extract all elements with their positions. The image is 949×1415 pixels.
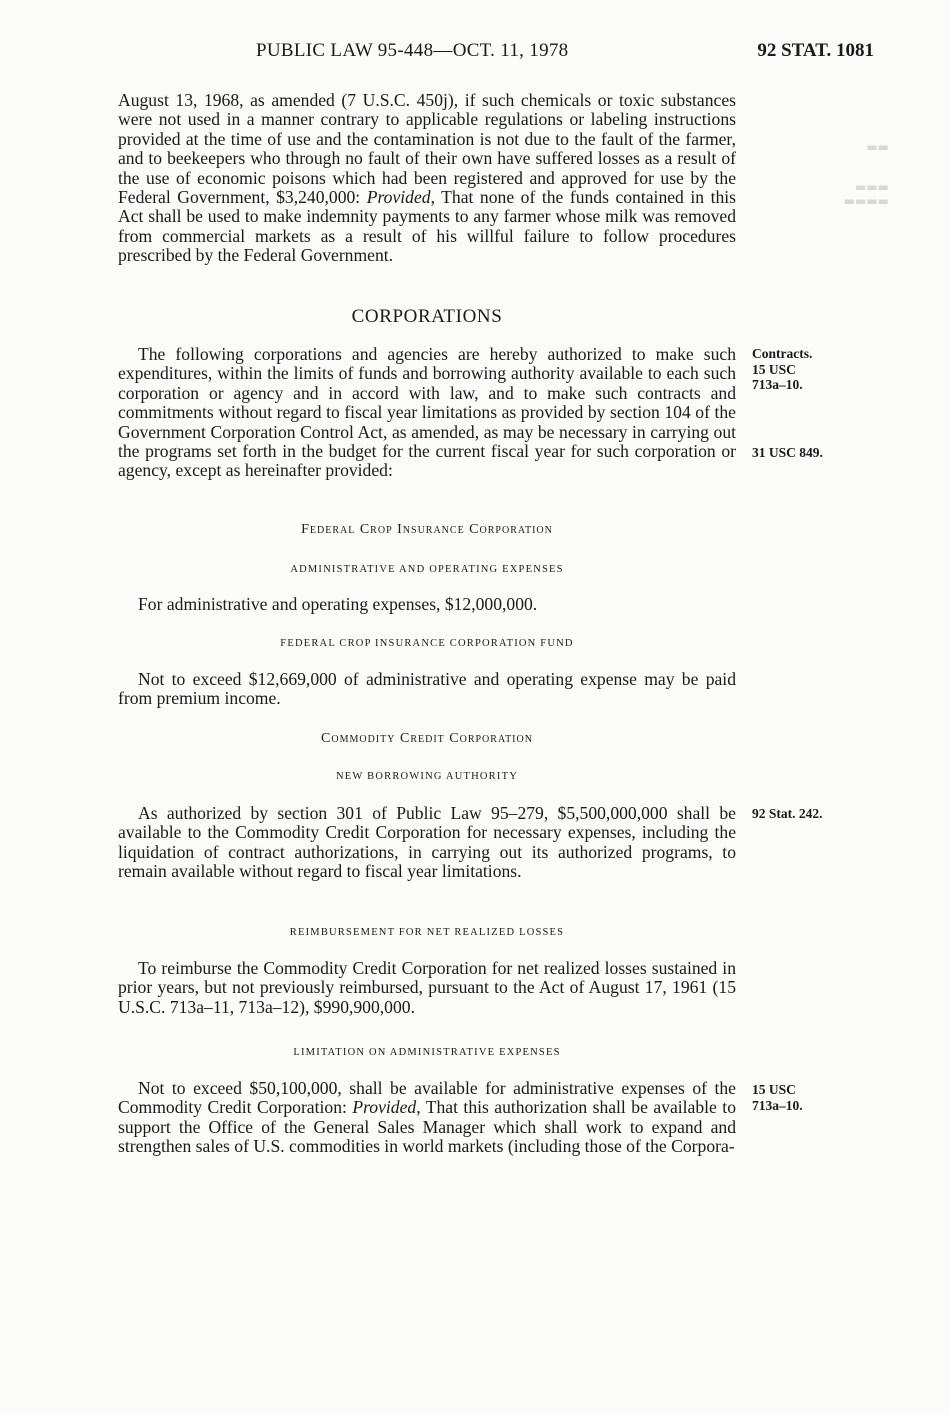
corporations-heading-block <box>118 306 736 328</box>
borrowing-text: As authorized by section 301 of Public Law 95–279, $5,500,000,000 shall be available to the Commodity Credit Corporation for necessary expenses, including the liquidation of contract authorizations, in carrying out its authorized programs, to remain available without regard to fiscal year limitations. <box>118 803 736 882</box>
limitation-text: Not to exceed $50,100,000, shall be available for administrative expenses of the Commodity Credit Corporation: <box>118 1078 736 1118</box>
reimbursement-paragraph <box>118 959 736 1017</box>
limitation-heading: LIMITATION ON ADMINISTRATIVE EXPENSES <box>293 1047 561 1058</box>
bleed-through-mark: ▬▬▬ ▬▬▬▬ <box>843 180 889 208</box>
reimbursement-text: To reimburse the Commodity Credit Corporation for net realized losses sustained in prior years, but not previously reimbursed, pursuant to the Act of August 17, 1961 (15 U.S.C. 713a–11, 713a–12), $990,900,000. <box>118 958 736 1017</box>
margin-note-line: 15 USC <box>752 361 796 377</box>
admin-expenses-heading-block <box>118 564 736 575</box>
corporations-text: The following corporations and agencies are hereby authorized to make such expenditures, within the limits of funds and borrowing authority available to each such corporation or agency and in accord with law, and to make such contracts and commitments without regard to fiscal year limitations as provided by section 104 of the Government Corporation Control Act, as amended, as may be necessary in carrying out the programs set forth in the budget for the current fiscal year for such corporation or agency, except as hereinafter provided: <box>118 344 736 481</box>
ccc-heading-block <box>118 731 736 747</box>
proviso-italic: Provided <box>366 187 431 208</box>
fcic-heading: Federal Crop Insurance Corporation <box>301 522 553 537</box>
limitation-heading-block <box>118 1047 736 1058</box>
opening-text-continued: , That none of the funds contained in this Act shall be used to make indemnity payments to any farmer whose milk was removed from commercial markets as a result of his willful failure to follow procedures prescribed by the Federal Government. <box>118 187 736 266</box>
margin-note-92-stat-242: 92 Stat. 242. <box>752 806 823 821</box>
margin-note-line: Contracts. <box>752 346 813 361</box>
corporations-paragraph <box>118 345 736 481</box>
limitation-text-continued: , That this authorization shall be available to support the Office of the General Sales Manager which shall work to expand and strengthen sales of U.S. commodities in world markets (including those of the Corpora- <box>118 1097 736 1157</box>
statute-page-number: 92 STAT. 1081 <box>757 40 874 61</box>
ccc-heading: Commodity Credit Corporation <box>321 731 533 746</box>
admin-expenses-paragraph <box>118 595 736 614</box>
margin-note-15-usc-713a <box>752 1082 803 1113</box>
fcic-heading-block <box>118 522 736 538</box>
borrowing-paragraph <box>118 804 736 882</box>
margin-note-31-usc-849: 31 USC 849. <box>752 445 823 460</box>
fcic-fund-heading-block <box>118 638 736 649</box>
opening-text: August 13, 1968, as amended (7 U.S.C. 450j), if such chemicals or toxic substances were not used in a manner contrary to applicable regulations or labeling instructions provided at the time of use and the contamination is not due to the fault of the farmer, and to beekeepers who through no fault of their own have suffered losses as a result of the use of economic poisons which had been registered and approved for use by the Federal Government, $3,240,000: <box>118 90 736 208</box>
borrowing-heading: NEW BORROWING AUTHORITY <box>336 771 518 782</box>
bleed-through-mark: ▬▬ <box>866 140 889 154</box>
corporations-heading: CORPORATIONS <box>351 306 503 327</box>
admin-expenses-text: For administrative and operating expenses, $12,000,000. <box>138 594 538 614</box>
public-law-title: PUBLIC LAW 95-448—OCT. 11, 1978 <box>256 40 569 61</box>
borrowing-heading-block <box>118 771 736 782</box>
margin-note-line: 713a–10. <box>752 377 803 392</box>
admin-expenses-heading: ADMINISTRATIVE AND OPERATING EXPENSES <box>290 564 564 575</box>
reimbursement-heading: REIMBURSEMENT FOR NET REALIZED LOSSES <box>289 927 565 938</box>
limitation-proviso-italic: Provided <box>352 1097 417 1118</box>
margin-note-line: 15 USC <box>752 1082 796 1097</box>
fcic-fund-paragraph <box>118 670 736 709</box>
opening-paragraph <box>118 91 736 266</box>
reimbursement-heading-block <box>118 927 736 938</box>
margin-note-line: 713a–10. <box>752 1097 803 1113</box>
limitation-paragraph <box>118 1079 736 1157</box>
fcic-fund-text: Not to exceed $12,669,000 of administrative and operating expense may be paid from premium income. <box>118 669 736 709</box>
fcic-fund-heading: FEDERAL CROP INSURANCE CORPORATION FUND <box>280 638 574 649</box>
margin-note-contracts <box>752 346 812 393</box>
page-header <box>256 40 874 70</box>
